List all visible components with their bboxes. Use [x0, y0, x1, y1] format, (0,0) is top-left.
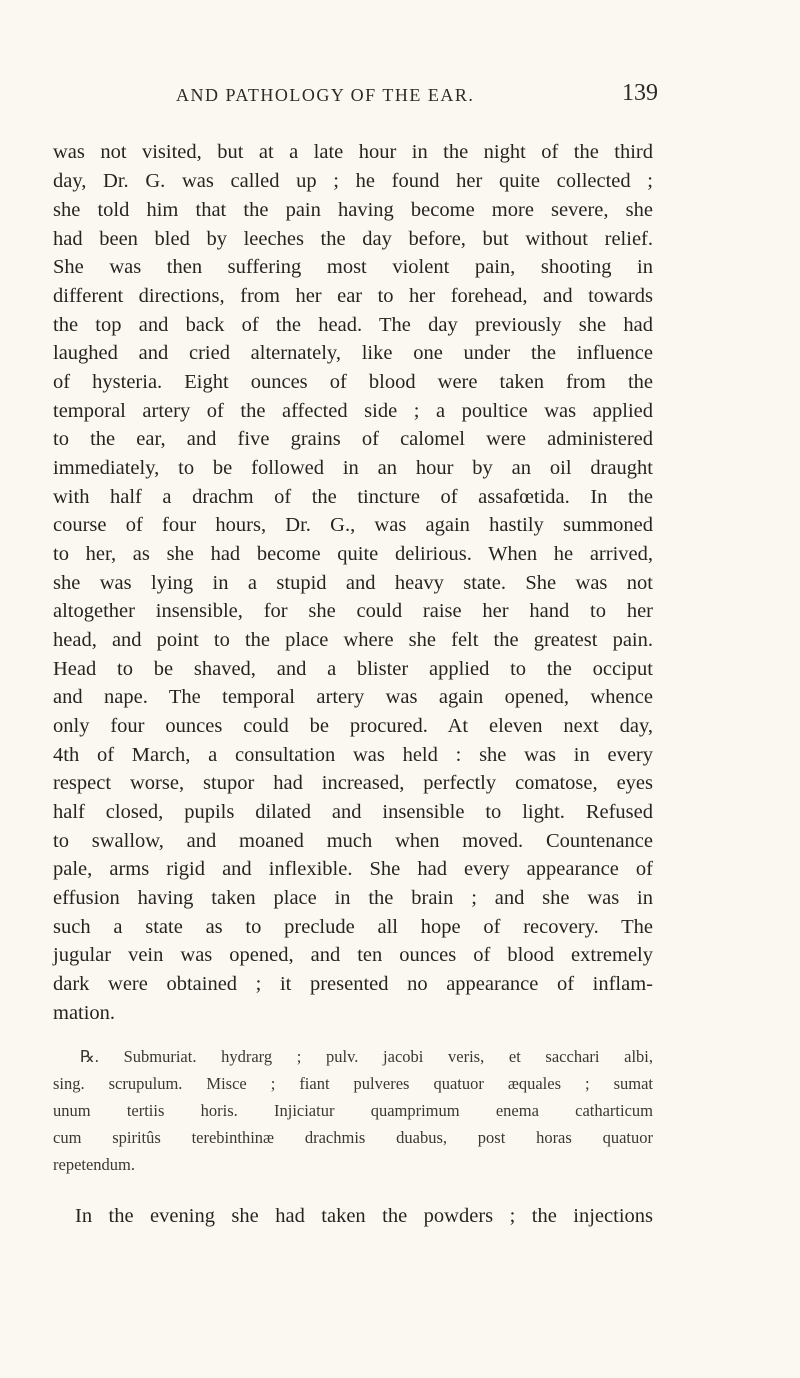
page-number: 139	[622, 80, 658, 106]
text-line: with half a drachm of the tincture of assafœtida. In the	[53, 486, 653, 508]
text-line: immediately, to be followed in an hour by an oil draught	[53, 457, 653, 479]
text-line: effusion having taken place in the brain ; and she was in	[53, 887, 653, 909]
text-line: altogether insensible, for she could raise her hand to her	[53, 600, 653, 622]
prescription-line: unum tertiis horis. Injiciatur quamprimum enema catharticum	[53, 1101, 653, 1120]
text-line: temporal artery of the affected side ; a poultice was applied	[53, 400, 653, 422]
prescription-line: ℞. Submuriat. hydrarg ; pulv. jacobi veris, et sacchari albi,	[80, 1047, 653, 1066]
text-line: she was lying in a stupid and heavy state. She was not	[53, 572, 653, 594]
prescription-line: cum spiritûs terebinthinæ drachmis duabus, post horas quatuor	[53, 1128, 653, 1147]
text-line: course of four hours, Dr. G., was again hastily summoned	[53, 514, 653, 536]
text-line: day, Dr. G. was called up ; he found her quite collected ;	[53, 170, 653, 192]
text-line: laughed and cried alternately, like one under the influence	[53, 342, 653, 364]
text-line: pale, arms rigid and inflexible. She had every appearance of	[53, 858, 653, 880]
running-title: AND PATHOLOGY OF THE EAR.	[176, 85, 475, 105]
text-line: Head to be shaved, and a blister applied to the occiput	[53, 658, 653, 680]
text-line: 4th of March, a consultation was held : she was in every	[53, 744, 653, 766]
text-line: head, and point to the place where she felt the greatest pain.	[53, 629, 653, 651]
text-line: the top and back of the head. The day previously she had	[53, 314, 653, 336]
prescription-line: sing. scrupulum. Misce ; fiant pulveres quatuor æquales ; sumat	[53, 1074, 653, 1093]
text-line: dark were obtained ; it presented no appearance of inflam-	[53, 973, 653, 995]
text-line: In the evening she had taken the powders ; the injections	[75, 1205, 653, 1227]
text-line: respect worse, stupor had increased, perfectly comatose, eyes	[53, 772, 653, 794]
text-line: mation.	[53, 1002, 116, 1024]
text-line: such a state as to preclude all hope of recovery. The	[53, 916, 653, 938]
prescription-line: repetendum.	[53, 1155, 136, 1174]
text-line: half closed, pupils dilated and insensible to light. Refused	[53, 801, 653, 823]
text-line: to her, as she had become quite delirious. When he arrived,	[53, 543, 653, 565]
text-line: and nape. The temporal artery was again opened, whence	[53, 686, 653, 708]
text-line: to the ear, and five grains of calomel were administered	[53, 428, 653, 450]
text-line: jugular vein was opened, and ten ounces of blood extremely	[53, 944, 653, 966]
text-line: was not visited, but at a late hour in the night of the third	[53, 141, 653, 163]
text-line: to swallow, and moaned much when moved. Countenance	[53, 830, 653, 852]
text-line: only four ounces could be procured. At eleven next day,	[53, 715, 653, 737]
text-line: She was then suffering most violent pain, shooting in	[53, 256, 653, 278]
text-line: she told him that the pain having become more severe, she	[53, 199, 653, 221]
text-line: different directions, from her ear to her forehead, and towards	[53, 285, 653, 307]
text-line: of hysteria. Eight ounces of blood were taken from the	[53, 371, 653, 393]
text-line: had been bled by leeches the day before, but without relief.	[53, 228, 653, 250]
